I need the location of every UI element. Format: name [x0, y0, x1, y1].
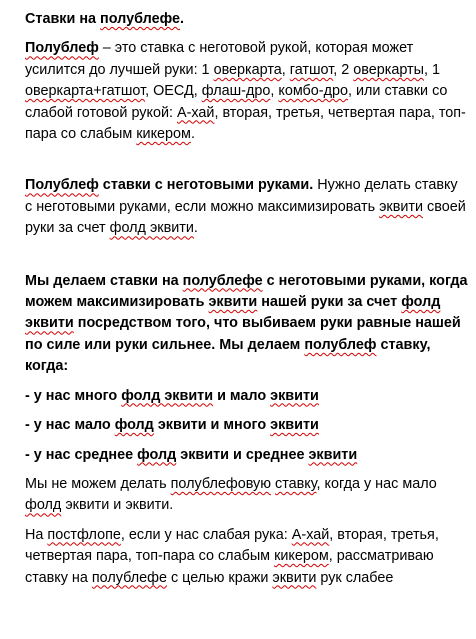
text-run-misspelled: фолд [137, 446, 177, 463]
text-run-misspelled: эквити [270, 417, 319, 434]
paragraph-unmade-hands [25, 175, 468, 239]
text-run: - у нас много [25, 387, 122, 404]
text-run: своей руки за счет [25, 198, 466, 237]
text-run: эквити и среднее [176, 446, 309, 463]
text-run: – это ставка с неготовой рукой, которая может усилится до лучшей руки: 1 [25, 40, 414, 78]
bullet-item [25, 386, 468, 407]
text-run: Мы не можем делать [25, 475, 171, 492]
text-run: , 1 [423, 61, 440, 78]
text-run-misspelled: полублефе [182, 272, 263, 289]
text-run-misspelled: гатшот [289, 61, 334, 78]
text-run-misspelled: фолд [25, 497, 62, 514]
text-run-misspelled: фолд эквити [25, 294, 441, 332]
text-run-misspelled: оверкарта [213, 61, 282, 78]
text-run: , вторая, третья, четвертая пара, топ-пара со слабым [25, 104, 466, 143]
text-run: - у нас мало [25, 417, 115, 434]
text-run: с неготовыми руками, когда можем максимизировать [25, 272, 468, 311]
text-run-misspelled: флаш-дро [201, 83, 271, 100]
bullet-item [25, 415, 468, 436]
text-run-misspelled: фолд эквити [109, 220, 194, 237]
text-run: , или ставки со слабой готовой рукой: [25, 83, 448, 121]
text-run: эквити и много [153, 417, 271, 434]
text-run: Нужно делать ставку с неготовыми руками, если можно максимизировать [25, 177, 458, 215]
term-bold: Полублеф [25, 177, 99, 194]
doc-heading [25, 9, 468, 30]
text-run: , когда у нас мало [316, 475, 437, 492]
text-run: нашей руки за счет [257, 294, 402, 311]
text-run: - у нас среднее [25, 446, 138, 463]
text-run-misspelled: А-хай [291, 526, 330, 543]
heading-text-misspelled: полублефе [100, 11, 181, 27]
text-run-misspelled: комбо-дро [278, 83, 348, 100]
text-run: рук слабее [316, 569, 394, 586]
text-run-misspelled: полублеф [304, 336, 377, 353]
text-run: Мы делаем ставки на [25, 272, 183, 289]
text-run-misspelled: эквити [208, 294, 258, 311]
text-run-misspelled: эквити [379, 198, 424, 215]
text-run-misspelled: ставку [275, 475, 317, 492]
paragraph-when-we-bet [25, 271, 468, 378]
text-run-misspelled: фолд [114, 417, 154, 434]
paragraph-semibluff-definition [25, 38, 468, 145]
text-run: ставку, когда: [25, 336, 431, 375]
text-run-misspelled: эквити [270, 387, 319, 404]
subheading-bold: ставки с неготовыми руками. [98, 177, 314, 194]
bullet-item [25, 445, 468, 466]
text-run: , [281, 61, 290, 78]
text-run-misspelled: фолд эквити [121, 387, 214, 404]
text-run: и мало [213, 387, 271, 404]
text-run-misspelled: кикером [136, 126, 191, 143]
paragraph-postflop [25, 525, 468, 589]
text-run: эквити и эквити. [61, 497, 174, 514]
heading-text: . [180, 11, 185, 27]
text-run: . [193, 220, 198, 237]
text-run: , 2 [333, 61, 354, 78]
text-run-misspelled: оверкарты [353, 61, 424, 78]
text-run-misspelled: оверкарта+гатшот [25, 83, 146, 100]
term-bold: Полублеф [25, 40, 99, 57]
text-run-misspelled: полублефовую [170, 475, 272, 492]
heading-text: Ставки на [25, 11, 101, 27]
text-run: посредством того, что выбиваем руки равные нашей по силе или руки сильнее. Мы делаем [25, 315, 461, 353]
text-run-misspelled: полублефе [91, 569, 167, 586]
text-run: , ОЕСД, [145, 83, 202, 100]
text-run-misspelled: эквити [272, 569, 317, 586]
text-run: . [190, 126, 195, 143]
text-run-misspelled: кикером [274, 548, 329, 565]
text-run-misspelled: А-хай [177, 104, 215, 121]
text-run: , вторая, третья, четвертая пара, топ-пара со слабым [25, 526, 439, 565]
text-run-misspelled: постфлопе [47, 526, 121, 543]
text-run: , рассматриваю ставку на [25, 548, 434, 586]
text-run-misspelled: эквити [308, 446, 358, 463]
text-run: с целью кражи [166, 569, 273, 586]
text-run: На [25, 526, 48, 543]
text-run: , если у нас слабая рука: [120, 526, 292, 543]
paragraph-cannot-bet [25, 474, 468, 517]
text-run: , [270, 83, 279, 100]
